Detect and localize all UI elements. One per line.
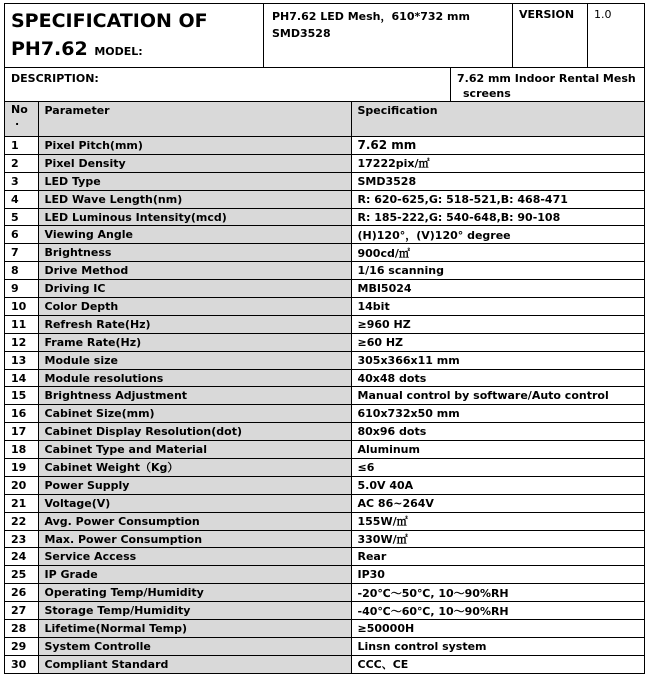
- row-number: 8: [5, 262, 38, 280]
- row-parameter: Brightness: [38, 244, 351, 262]
- row-specification: 305x366x11 mm: [351, 351, 644, 369]
- title-cell: [5, 4, 264, 67]
- row-parameter: Lifetime(Normal Temp): [38, 620, 351, 638]
- table-row: [5, 494, 644, 512]
- description-row: [5, 68, 644, 102]
- row-number: 30: [5, 655, 38, 672]
- header-no: No .: [5, 102, 38, 137]
- row-parameter: IP Grade: [38, 566, 351, 584]
- row-specification: Linsn control system: [351, 637, 644, 655]
- row-number: 16: [5, 405, 38, 423]
- model-number: PH7.62: [11, 38, 88, 60]
- model-label: MODEL:: [94, 45, 143, 58]
- row-parameter: Pixel Density: [38, 154, 351, 172]
- row-specification: 1/16 scanning: [351, 262, 644, 280]
- table-row: [5, 423, 644, 441]
- title-line-2: [11, 36, 263, 65]
- row-specification: 14bit: [351, 298, 644, 316]
- title-line-1: SPECIFICATION OF: [11, 10, 208, 32]
- table-row: [5, 280, 644, 298]
- row-specification: 330W/㎡: [351, 530, 644, 548]
- row-number: 25: [5, 566, 38, 584]
- table-row: [5, 602, 644, 620]
- row-parameter: Refresh Rate(Hz): [38, 315, 351, 333]
- row-number: 27: [5, 602, 38, 620]
- row-number: 20: [5, 476, 38, 494]
- row-specification: 900cd/㎡: [351, 244, 644, 262]
- description-value: [451, 68, 644, 101]
- table-row: [5, 387, 644, 405]
- row-parameter: Driving IC: [38, 280, 351, 298]
- row-specification: 80x96 dots: [351, 423, 644, 441]
- row-parameter: Storage Temp/Humidity: [38, 602, 351, 620]
- row-number: 9: [5, 280, 38, 298]
- row-number: 3: [5, 172, 38, 190]
- row-specification: 7.62 mm: [351, 137, 644, 155]
- row-parameter: Power Supply: [38, 476, 351, 494]
- row-specification: 155W/㎡: [351, 512, 644, 530]
- table-row: [5, 315, 644, 333]
- row-parameter: Cabinet Type and Material: [38, 441, 351, 459]
- row-parameter: Brightness Adjustment: [38, 387, 351, 405]
- row-specification: ≥60 HZ: [351, 333, 644, 351]
- version-label: VERSION: [513, 4, 588, 67]
- row-specification: 17222pix/㎡: [351, 154, 644, 172]
- row-number: 19: [5, 459, 38, 477]
- row-parameter: Avg. Power Consumption: [38, 512, 351, 530]
- row-parameter: Cabinet Display Resolution(dot): [38, 423, 351, 441]
- row-parameter: Cabinet Size(mm): [38, 405, 351, 423]
- row-parameter: Drive Method: [38, 262, 351, 280]
- row-parameter: Pixel Pitch(mm): [38, 137, 351, 155]
- table-row: [5, 154, 644, 172]
- row-parameter: Frame Rate(Hz): [38, 333, 351, 351]
- version-value: 1.0: [594, 8, 612, 21]
- row-specification: SMD3528: [351, 172, 644, 190]
- row-number: 23: [5, 530, 38, 548]
- header-block: [5, 4, 644, 68]
- table-row: [5, 405, 644, 423]
- row-number: 14: [5, 369, 38, 387]
- row-number: 11: [5, 315, 38, 333]
- row-parameter: Compliant Standard: [38, 655, 351, 672]
- row-parameter: Module size: [38, 351, 351, 369]
- row-number: 29: [5, 637, 38, 655]
- row-number: 10: [5, 298, 38, 316]
- row-specification: R: 185-222,G: 540-648,B: 90-108: [351, 208, 644, 226]
- table-body: [5, 137, 644, 673]
- row-parameter: Service Access: [38, 548, 351, 566]
- row-number: 18: [5, 441, 38, 459]
- row-specification: 610x732x50 mm: [351, 405, 644, 423]
- table-row: [5, 637, 644, 655]
- header-specification: Specification: [351, 102, 644, 137]
- row-parameter: Viewing Angle: [38, 226, 351, 244]
- row-specification: CCC、CE: [351, 655, 644, 672]
- row-specification: AC 86~264V: [351, 494, 644, 512]
- row-number: 7: [5, 244, 38, 262]
- table-row: [5, 244, 644, 262]
- row-parameter: Voltage(V): [38, 494, 351, 512]
- row-parameter: System Controlle: [38, 637, 351, 655]
- row-number: 13: [5, 351, 38, 369]
- table-row: [5, 333, 644, 351]
- row-specification: Aluminum: [351, 441, 644, 459]
- row-specification: -40℃～60℃, 10～90%RH: [351, 602, 644, 620]
- table-row: [5, 459, 644, 477]
- row-specification: (H)120°，(V)120° degree: [351, 226, 644, 244]
- row-specification: ≥50000H: [351, 620, 644, 638]
- model-line-2: SMD3528: [272, 27, 331, 40]
- row-number: 12: [5, 333, 38, 351]
- row-number: 28: [5, 620, 38, 638]
- table-row: [5, 476, 644, 494]
- row-number: 4: [5, 190, 38, 208]
- row-specification: Rear: [351, 548, 644, 566]
- row-parameter: Cabinet Weight（Kg）: [38, 459, 351, 477]
- row-number: 6: [5, 226, 38, 244]
- table-row: [5, 369, 644, 387]
- row-parameter: LED Luminous Intensity(mcd): [38, 208, 351, 226]
- row-specification: IP30: [351, 566, 644, 584]
- description-line-2: screens: [463, 87, 511, 100]
- row-parameter: LED Type: [38, 172, 351, 190]
- row-parameter: Max. Power Consumption: [38, 530, 351, 548]
- row-parameter: LED Wave Length(nm): [38, 190, 351, 208]
- spec-table: [5, 102, 644, 673]
- row-specification: 5.0V 40A: [351, 476, 644, 494]
- table-row: [5, 548, 644, 566]
- table-row: [5, 566, 644, 584]
- table-row: [5, 226, 644, 244]
- row-parameter: Color Depth: [38, 298, 351, 316]
- row-number: 15: [5, 387, 38, 405]
- model-line-1: PH7.62 LED Mesh，610*732 mm: [272, 10, 470, 23]
- row-number: 24: [5, 548, 38, 566]
- model-cell: [264, 4, 513, 67]
- row-specification: ≥960 HZ: [351, 315, 644, 333]
- table-row: [5, 190, 644, 208]
- description-label: DESCRIPTION:: [5, 68, 451, 101]
- spec-sheet: [4, 3, 645, 674]
- row-specification: ≤6: [351, 459, 644, 477]
- row-specification: 40x48 dots: [351, 369, 644, 387]
- row-number: 17: [5, 423, 38, 441]
- row-parameter: Operating Temp/Humidity: [38, 584, 351, 602]
- row-number: 2: [5, 154, 38, 172]
- table-row: [5, 530, 644, 548]
- row-specification: -20℃～50℃, 10～90%RH: [351, 584, 644, 602]
- table-row: [5, 351, 644, 369]
- table-row: [5, 584, 644, 602]
- table-header-row: [5, 102, 644, 137]
- table-row: [5, 655, 644, 672]
- row-number: 5: [5, 208, 38, 226]
- table-row: [5, 512, 644, 530]
- row-number: 26: [5, 584, 38, 602]
- table-row: [5, 441, 644, 459]
- row-specification: Manual control by software/Auto control: [351, 387, 644, 405]
- header-parameter: Parameter: [38, 102, 351, 137]
- row-number: 1: [5, 137, 38, 155]
- row-number: 21: [5, 494, 38, 512]
- description-line-1: 7.62 mm Indoor Rental Mesh: [457, 72, 636, 85]
- table-row: [5, 172, 644, 190]
- row-specification: R: 620-625,G: 518-521,B: 468-471: [351, 190, 644, 208]
- table-row: [5, 137, 644, 155]
- table-row: [5, 262, 644, 280]
- row-parameter: Module resolutions: [38, 369, 351, 387]
- table-row: [5, 620, 644, 638]
- row-specification: MBI5024: [351, 280, 644, 298]
- table-row: [5, 208, 644, 226]
- table-row: [5, 298, 644, 316]
- row-number: 22: [5, 512, 38, 530]
